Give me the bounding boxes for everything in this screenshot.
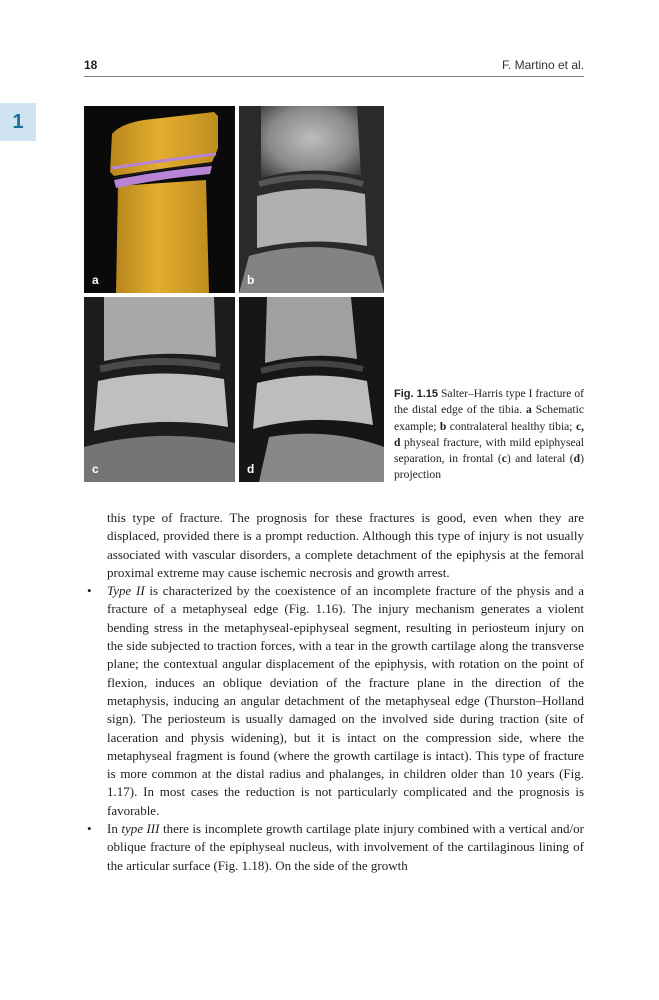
caption-ref: d: [573, 452, 581, 466]
radiograph-d: [239, 297, 384, 482]
figure-label: Fig. 1.15: [394, 388, 439, 400]
metaphysis-shape: [116, 180, 209, 293]
bullet-text: is characterized by the coexistence of an incomplete fracture of the physis and a fracture of a metaphyseal edge (Fig. 1.16). The injury mechanism generates a violent bending stress in the metaphyseal-epiphyseal segment, resulting in periosteum injury on the side subjected to traction forces, with a tear in the growth cartilage along the transverse plane; the contextual angular displacement of the epiphysis, with rotation on the point of flexion, induces an oblique deviation of the fracture plane in the direction of the metaphysis, inducing an angular detachment of the metaphyseal edge (Thurston–Holland sign). The periosteum is usually damaged on the involved side during traction (site of laceration and physis widening), but it is intact on the compression side, where the metaphyseal fragment is found (where the growth cartilage is intact). This type of fracture is more common at the distal radius and phalanges, in children older than 10 years (Fig. 1.17). In most cases the reduction is not particularly complicated and the prognosis is favorable.: [107, 583, 584, 818]
panel-label-b: b: [247, 273, 255, 287]
figure-panel-b: [239, 106, 384, 293]
bullet-marker: •: [87, 583, 92, 599]
radiograph-b: [239, 106, 384, 293]
caption-text: ) projection: [394, 452, 584, 482]
page-number: 18: [84, 58, 98, 72]
page-header: [84, 58, 584, 77]
caption-ref: b: [439, 419, 447, 433]
figure-panel-c: [84, 297, 235, 482]
body-text: [87, 509, 584, 875]
panel-label-a: a: [92, 273, 99, 287]
caption-text: physeal fracture, with mild epiphyseal separation, in frontal (: [394, 435, 584, 466]
bullet-prefix: In: [107, 821, 122, 837]
figure-panel-d: [239, 297, 384, 482]
panel-label-c: c: [92, 462, 99, 476]
bullet-item-type-ii: [87, 582, 584, 820]
bullet-marker: •: [87, 821, 92, 837]
term-type-ii: Type II: [107, 583, 145, 599]
figure-caption: [394, 386, 584, 484]
caption-ref: c: [501, 452, 507, 466]
figure-panel-a: [84, 106, 235, 293]
radiograph-c: [84, 297, 235, 482]
term-type-iii: type III: [121, 821, 160, 837]
bullet-list: [87, 582, 584, 875]
panel-label-d: d: [247, 462, 255, 476]
bullet-text: there is incomplete growth cartilage plate injury combined with a vertical and/or oblique fracture of the epiphyseal nucleus, with involvement of the cartilaginous lining of the articular surface (Fig. 1.18). On the side of the growth: [107, 821, 584, 873]
caption-text: Salter–Harris type I fracture of the distal edge of the tibia.: [394, 387, 584, 417]
caption-text: Schematic example;: [394, 403, 585, 433]
caption-ref: a: [526, 403, 532, 417]
tibia-schematic: [84, 106, 235, 293]
caption-text: contralateral healthy tibia;: [446, 419, 576, 433]
running-head: F. Martino et al.: [501, 58, 584, 72]
caption-text: ) and lateral (: [506, 452, 574, 466]
continuation-paragraph: this type of fracture. The prognosis for these fractures is good, even when they are displaced, provided there is a prompt reduction. Although this type of injury is not usually associated with vascular disorders, a complete detachment of the epiphysis at the femoral proximal extreme may cause ischemic necrosis and growth arrest.: [107, 510, 584, 580]
caption-ref: c, d: [394, 419, 584, 449]
bullet-item-type-iii: [87, 820, 584, 875]
chapter-tab: 1: [0, 103, 36, 141]
